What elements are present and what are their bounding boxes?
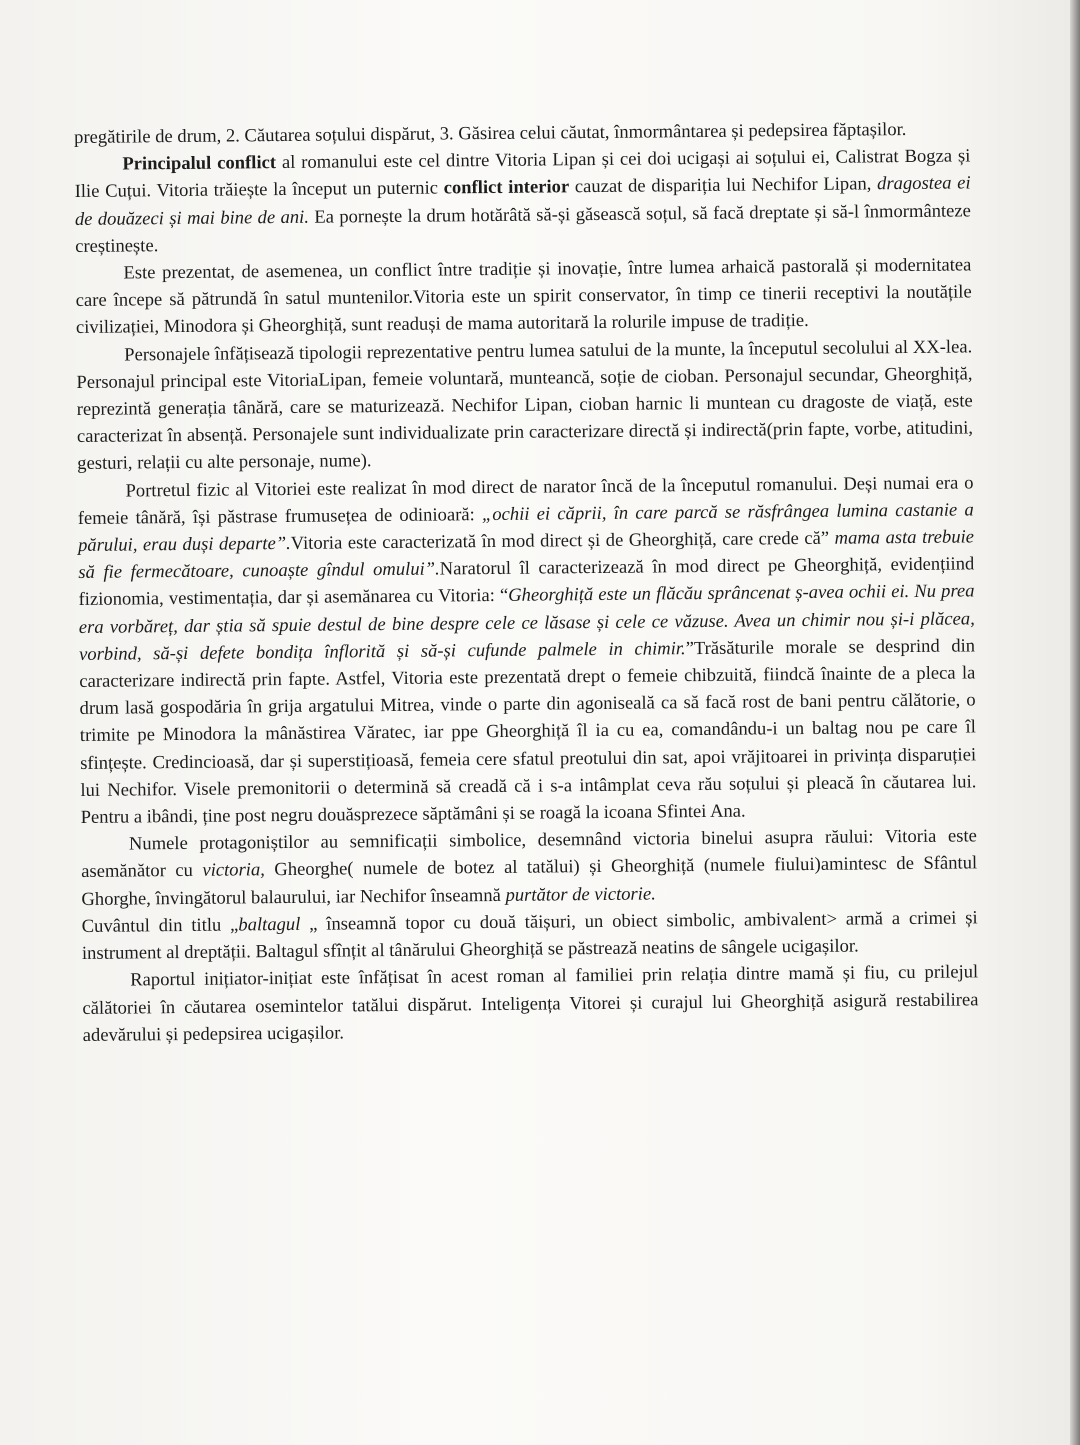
paragraph-text: ”Trăsăturile morale se desprind din caracterizare indirectă prin fapte. Astfel, Vitoria este prezentată drept o femeie chibzuită, fiindcă înainte de a pleca la drum lasă gospodăria în grija argatului Mitrea, vinde o parte din agoniseală ca să facă rost de bani pentru călătorie, o trimite pe Minodora la mânăstirea Văratec, iar ppe Gheorghiță îl ia cu ea, comandându-i un baltag nou pe care îl sfințește. Credincioasă, dar și superstițioasă, femeia cere sfatul preotului din sat, apoi vrăjitoarei in privința disparuției lui Nechifor. Visele premonitorii o determină să creadă că i s-a intâmplat ceva rău soțului și pleacă în căutarea lui. Pentru a ibândi, ține post negru douăsprezece săptămâni și se roagă la icoana Sfintei Ana. [79,635,977,829]
quote-text: dragostea ei de douăzeci și mai bine de ani. [74,172,971,230]
paragraph-text: Este prezentat, de asemenea, un conflict între tradiție și inovație, între lumea arhaică pastorală și modernitatea care începe să pătrundă în satul muntenilor.Vitoria este un spirit conservator, în timp ce tinerii receptivi la noutățile civilizației, Minodora și Gheorghiță, sunt readuși de mama autoritară la rolurile impuse de tradiție. [75,254,972,339]
paragraph-text: Numele protagoniștilor au semnificații simbolice, desemnând victoria binelui asupra răului: Vitoria este asemănător cu [81,825,977,883]
paragraph-text: Portretul fizic al Vitoriei este realizat în mod direct de narator încă de la începutul romanului. Deși numai era o femeie tânără, își păstrase frumusețea de odinioară: [77,472,974,529]
paragraph-text: Gheorghe( numele de botez al tatălui) și Gheorghiță (numele fiului)amintesc de Sfântul Ghorghe, învingătorul balaurului, iar Nechifor înseamnă [81,852,978,910]
paragraph-text: Ea pornește la drum hotărâtă să-și găsească soțul, să facă dreptate și să-l înmormânteze creștinește. [75,200,971,257]
paragraph-2 [74,143,971,260]
quote-text: Gheorghiță este un flăcău sprâncenat ș-avea ochii ei. Nu prea era vorbăreț, dar știa să spuie destul de bine despre cele ce lăsase și cele ce văzuse. Avea un chimir nou și-i plăcea, vorbind, să-și defete bondița înflorită și să-și cufunde palmele in chimir. [78,580,975,665]
bold-term: conflict interior [443,176,570,199]
paragraph-8 [82,959,979,1049]
quote-text: purtător de victorie. [505,883,656,906]
quote-text: victoria, [202,859,265,882]
paragraph-6 [81,823,978,913]
paragraph-text: Vitoria este caracterizată în mod direct și de Gheorghiță, care crede că” [290,527,835,554]
paragraph-4 [76,333,973,478]
paragraph-7 [82,904,978,967]
paragraph-5 [77,469,976,831]
page-edge-shadow [1070,0,1080,1445]
paragraph-text: cauzat de dispariția lui Nechifor Lipan, [569,173,878,198]
quote-text: „ochii ei căprii, în care parcă se răsfrângea lumina castanie a părului, erau duși departe”. [77,499,974,557]
paragraph-text: pregătirile de drum, 2. Căutarea soțului dispărut, 3. Găsirea celui căutat, înmormântarea și pedepsirea făptașilor. [74,119,907,148]
paragraph-text: Naratorul îl caracterizează în mod direct pe Gheorghiță, evidențiind fizionomia, vestimentația, dar și asemănarea cu Vitoria: “ [78,553,975,611]
document-body [74,115,979,1048]
paragraph-text: Raportul inițiator-inițiat este înfățisat în acest roman al familiei prin relația dintre mamă și fiu, cu prilejul călătoriei în căutarea osemintelor tatălui dispărut. Inteligența Vitorei și curajul lui Gheorghiță asigură restabilirea adevărului și pedepsirea ucigașilor. [82,961,979,1046]
bold-term: Principalul conflict [122,152,277,175]
paragraph-text: Cuvântul din titlu „ [81,914,239,937]
quote-text: mama asta trebuie să fie fermecătoare, cunoaște gîndul omului”. [78,526,975,584]
paragraph-text: „ înseamnă topor cu două tăișuri, un obiect simbolic, ambivalent> armă a crimei și instrument al dreptății. Baltagul sfînțit al tânărului Gheorghiță se păstrează neatins de sângele ucigașilor. [81,907,978,965]
paragraph-text: al romanului este cel dintre Vitoria Lipan și cei doi ucigași ai soțului ei, Calistrat Bogza și Ilie Cuțui. Vitoria trăiește la început un puternic [74,145,971,203]
paragraph-3 [75,251,972,341]
paragraph-text: Personajele înfățisează tipologii reprezentative pentru lumea satului de la munte, la începutul secolului al XX-lea. Personajul principal este VitoriaLipan, femeie voluntară, munteancă, soție de cioban. Personajul secundar, Gheorghiță, reprezintă generația tânără, care se maturizează. Nechifor Lipan, cioban harnic li muntean cu dragoste de viață, este caracterizat în absență. Personajele sunt individualizate prin caracterizare directă și indirectă(prin fapte, vorbe, atitudini, gesturi, relații cu alte personaje, nume). [76,336,974,475]
quote-text: baltagul [238,913,301,936]
